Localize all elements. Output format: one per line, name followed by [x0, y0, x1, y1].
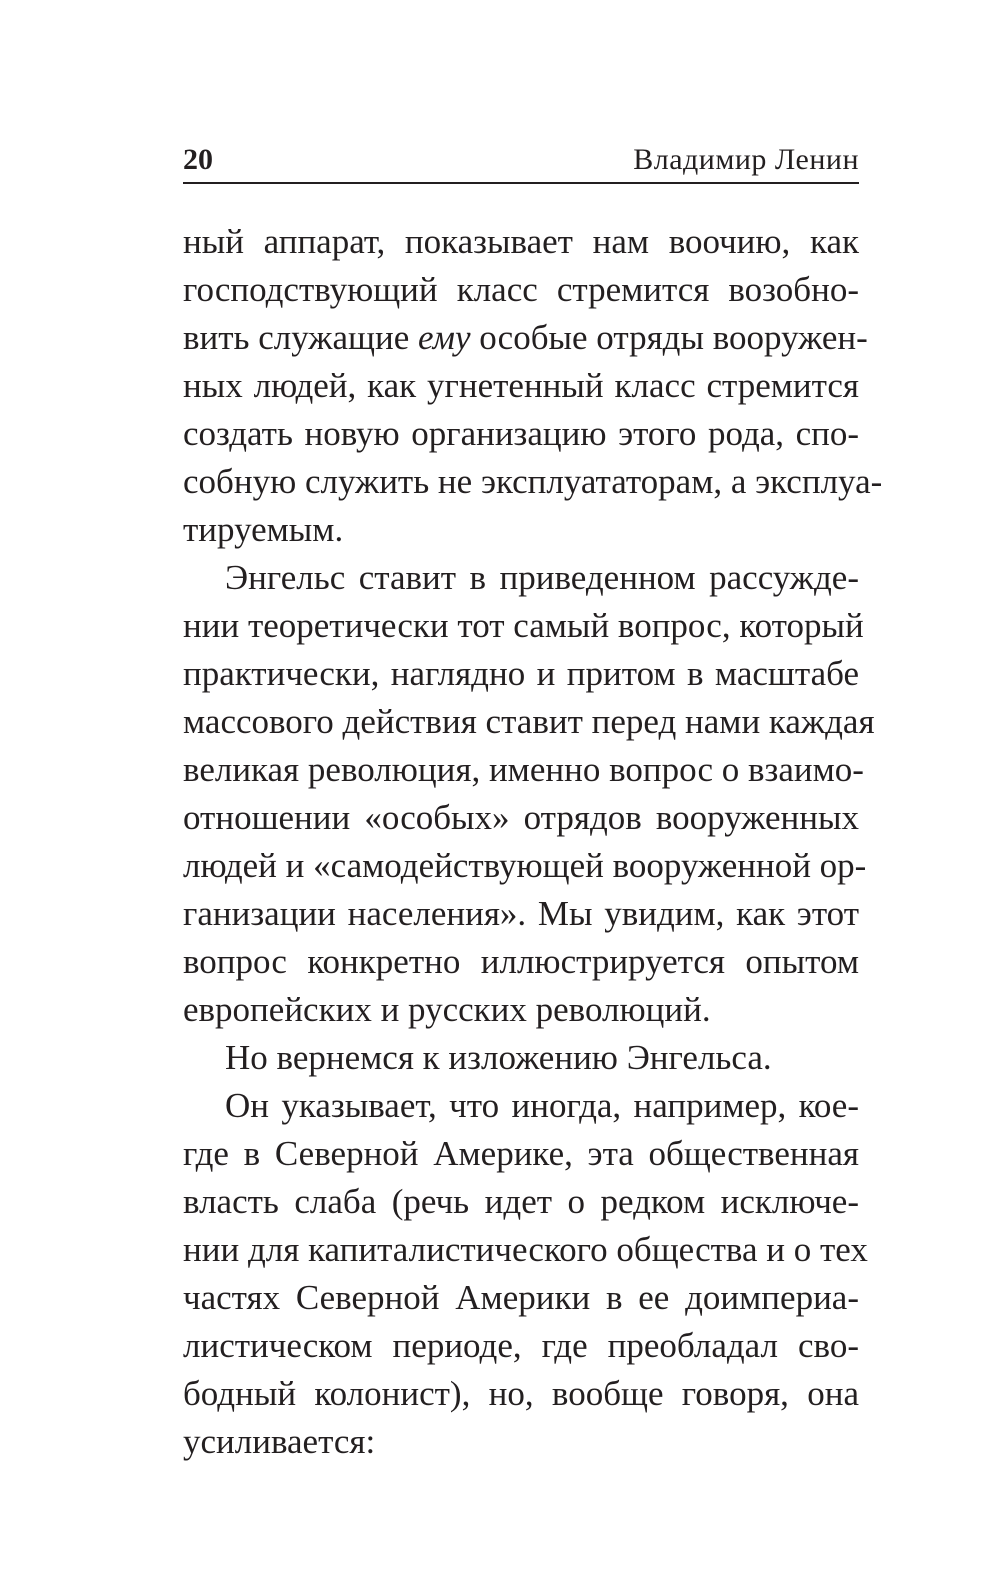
- emphasized-word: ему: [418, 318, 471, 357]
- body-text: [183, 218, 883, 1466]
- text-line: ный аппарат, показывает нам воочию, как: [183, 222, 859, 261]
- text-line: ных людей, как угнетенный класс стремится: [183, 366, 859, 405]
- text-line: европейских и русских революций.: [183, 990, 711, 1029]
- running-title: Владимир Ленин: [633, 143, 859, 176]
- text-line: [183, 314, 868, 362]
- text-line: людей и «самодействующей вооруженной ор-: [183, 846, 867, 885]
- text-line-content: [183, 314, 868, 362]
- text-line: ганизации населения». Мы увидим, как этот: [183, 894, 859, 933]
- text-line: листическом периоде, где преобладал сво-: [183, 1326, 859, 1365]
- text-line: где в Северной Америке, эта общественная: [183, 1134, 859, 1173]
- text-line: тируемым.: [183, 510, 344, 549]
- text-segment: особые отряды вооружен-: [470, 318, 868, 357]
- text-line: собную служить не эксплуататорам, а эксплуа-: [183, 462, 883, 501]
- text-line: массового действия ставит перед нами каждая: [183, 702, 875, 741]
- text-line: отношении «особых» отрядов вооруженных: [183, 798, 859, 837]
- text-line: Но вернемся к изложению Энгельса.: [225, 1038, 772, 1077]
- text-segment: вить служащие: [183, 318, 418, 357]
- text-line: бодный колонист), но, вообще говоря, она: [183, 1374, 859, 1413]
- text-line: Он указывает, что иногда, например, кое-: [225, 1086, 859, 1125]
- paragraph: [183, 218, 883, 554]
- text-line: Энгельс ставит в приведенном рассужде-: [225, 558, 859, 597]
- page-header: [183, 138, 859, 184]
- text-line: усиливается:: [183, 1422, 376, 1461]
- text-line: создать новую организацию этого рода, спо-: [183, 414, 859, 453]
- page-number: 20: [183, 143, 213, 176]
- text-line: практически, наглядно и притом в масштабе: [183, 654, 859, 693]
- text-line: нии теоретически тот самый вопрос, который: [183, 606, 864, 645]
- text-line: великая революция, именно вопрос о взаимо-: [183, 750, 864, 789]
- text-line: вопрос конкретно иллюстрируется опытом: [183, 942, 859, 981]
- text-line: господствующий класс стремится возобно-: [183, 270, 859, 309]
- paragraph: [183, 1034, 859, 1082]
- text-line: нии для капиталистического общества и о тех: [183, 1230, 868, 1269]
- paragraph: [183, 1082, 868, 1466]
- text-line: власть слаба (речь идет о редком исключе-: [183, 1182, 859, 1221]
- paragraph: [183, 554, 875, 1034]
- text-line: частях Северной Америки в ее доимпериа-: [183, 1278, 859, 1317]
